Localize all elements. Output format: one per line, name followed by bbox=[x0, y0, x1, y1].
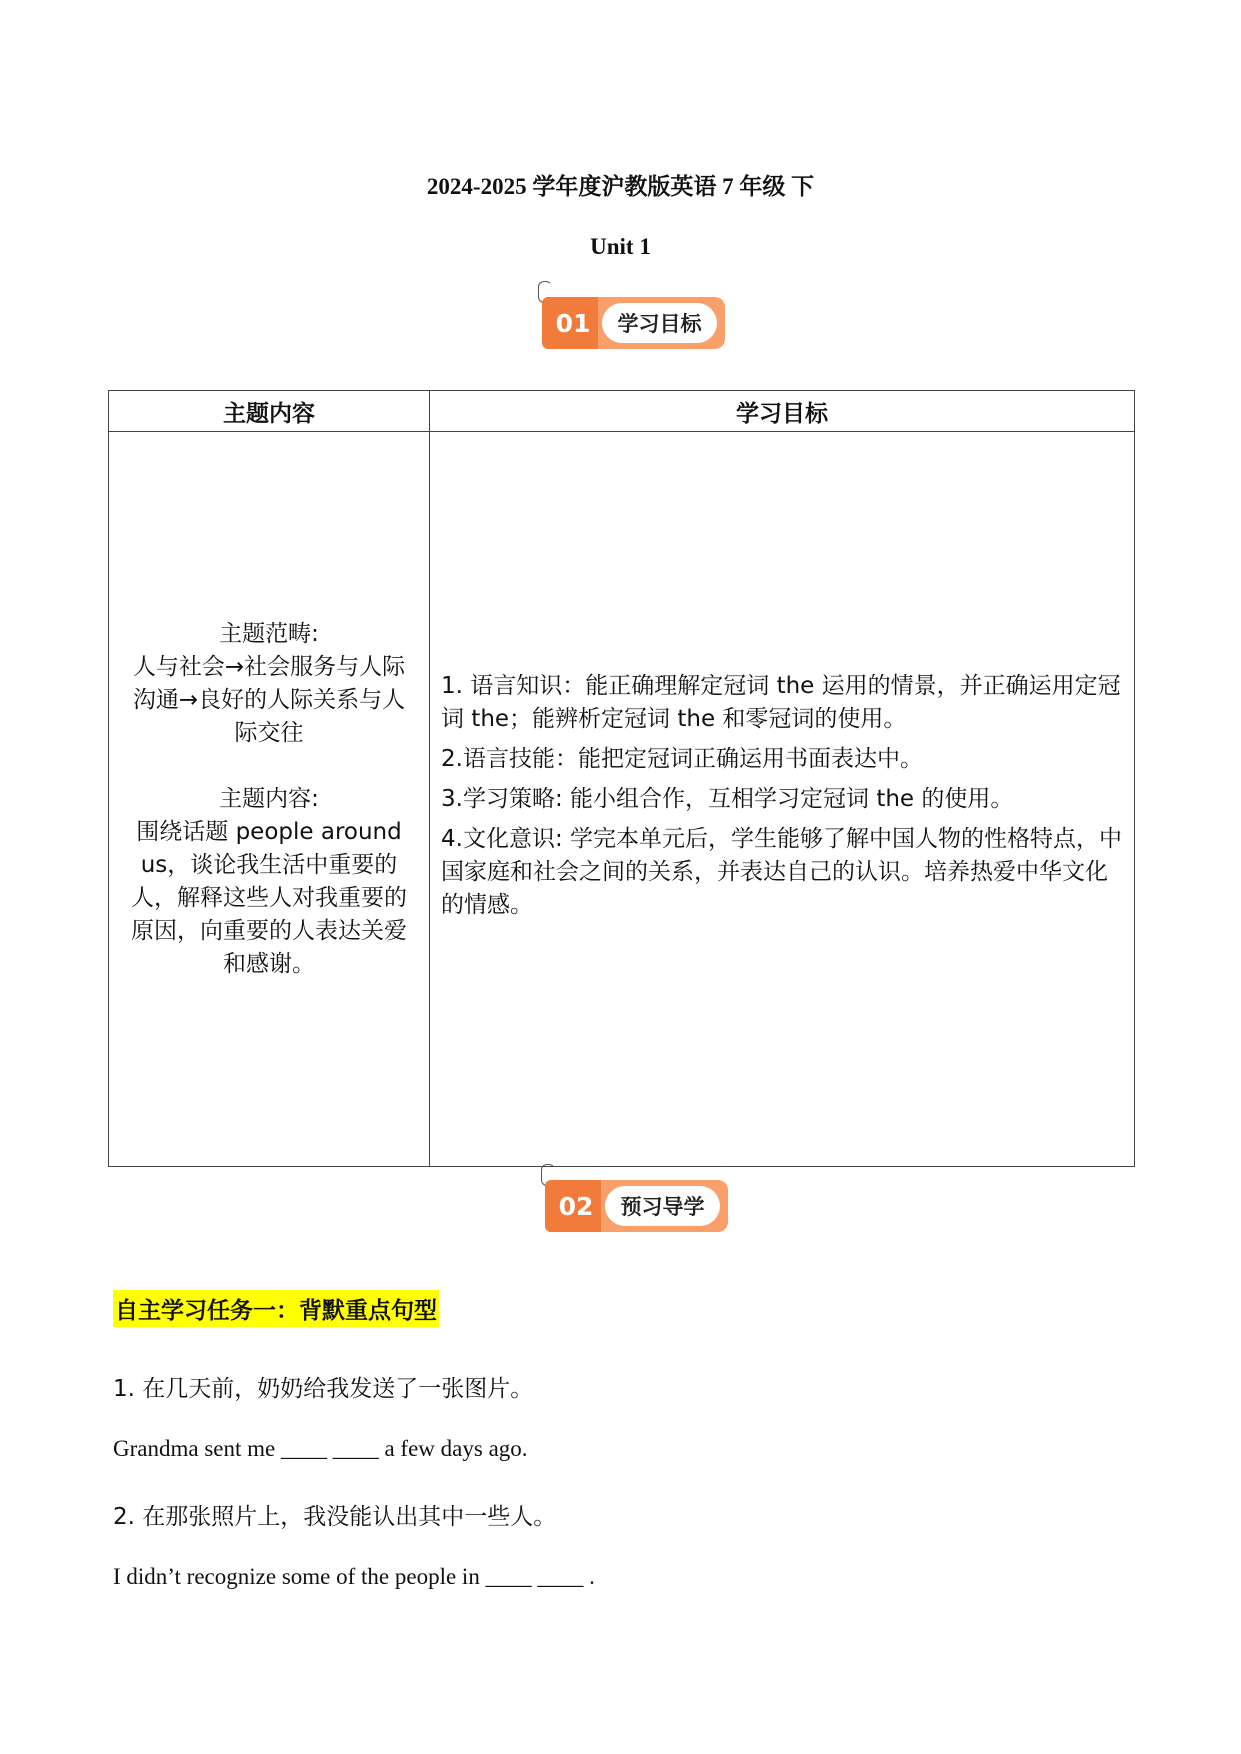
sentence-en: I didn’t recognize some of the people in ____ ____ . bbox=[113, 1564, 595, 1589]
objectives-table bbox=[108, 390, 1135, 1167]
table-header-row bbox=[109, 391, 1135, 432]
scope-label: 主题范畴: bbox=[219, 620, 319, 647]
col-header-goals: 学习目标 bbox=[430, 391, 1135, 432]
badge-label-box bbox=[598, 297, 725, 349]
badge-number: 02 bbox=[545, 1180, 607, 1232]
goal-item: 3.学习策略: 能小组合作，互相学习定冠词 the 的使用。 bbox=[441, 785, 1014, 812]
sentence-cn: 1. 在几天前，奶奶给我发送了一张图片。 bbox=[113, 1376, 534, 1402]
section-badge-objectives bbox=[542, 297, 725, 349]
goal-item: 2.语言技能：能把定冠词正确运用书面表达中。 bbox=[441, 745, 923, 772]
section-badge-preview bbox=[545, 1180, 728, 1232]
document-title: 2024-2025 学年度沪教版英语 7 年级 下 bbox=[426, 174, 815, 199]
badge-label-box bbox=[601, 1180, 728, 1232]
sentence-en: Grandma sent me ____ ____ a few days ago. bbox=[113, 1436, 528, 1461]
badge-label: 预习导学 bbox=[605, 1186, 720, 1226]
unit-label: Unit 1 bbox=[590, 234, 651, 259]
badge-number: 01 bbox=[542, 297, 604, 349]
goals-cell bbox=[430, 432, 1135, 1167]
goal-item: 1. 语言知识：能正确理解定冠词 the 运用的情景，并正确运用定冠词 the；能辨析定冠词 the 和零冠词的使用。 bbox=[441, 672, 1121, 732]
scope-text: 人与社会→社会服务与人际沟通→良好的人际关系与人际交往 bbox=[132, 653, 406, 746]
sentence-cn: 2. 在那张照片上，我没能认出其中一些人。 bbox=[113, 1504, 557, 1530]
content-text: 围绕话题 people around us，谈论我生活中重要的人，解释这些人对我重要的原因，向重要的人表达关爱和感谢。 bbox=[131, 818, 407, 977]
col-header-topic: 主题内容 bbox=[109, 391, 430, 432]
task-heading: 自主学习任务一：背默重点句型 bbox=[113, 1290, 439, 1327]
content-label: 主题内容: bbox=[219, 785, 319, 812]
goal-item: 4.文化意识: 学完本单元后，学生能够了解中国人物的性格特点，中国家庭和社会之间的关系，并表达自己的认识。培养热爱中华文化的情感。 bbox=[441, 825, 1123, 918]
table-row bbox=[109, 432, 1135, 1167]
topic-cell bbox=[109, 432, 430, 1167]
badge-label: 学习目标 bbox=[602, 303, 717, 343]
